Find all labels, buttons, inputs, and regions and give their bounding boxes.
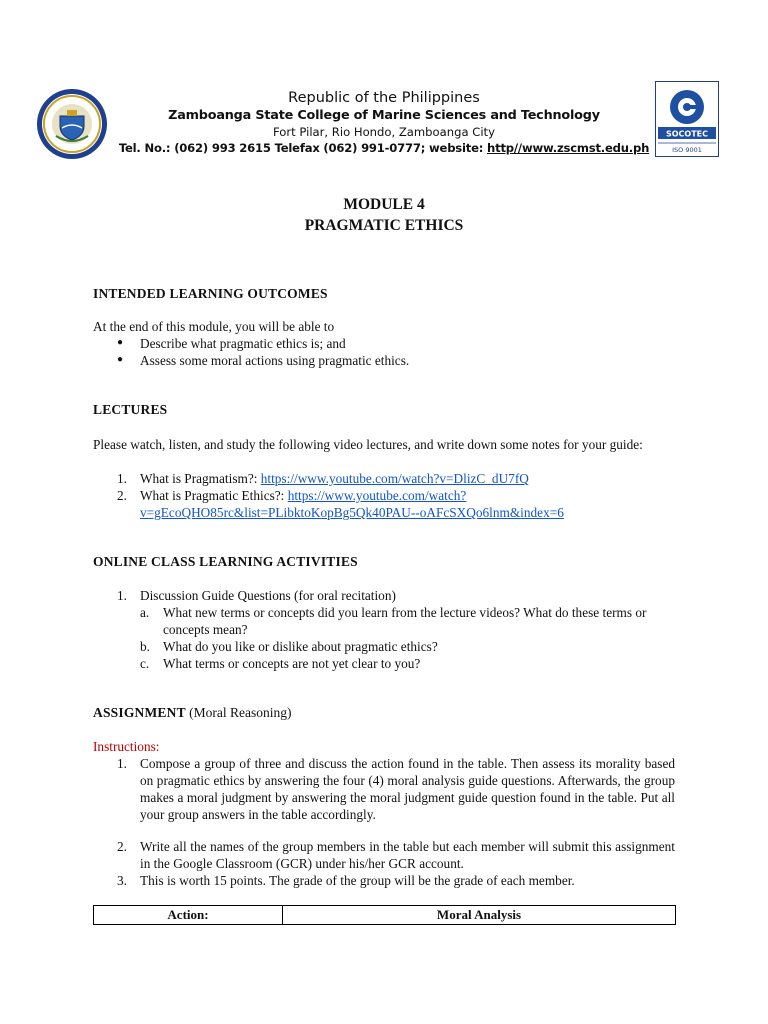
sub-letter: a. <box>140 605 150 620</box>
assignment-subtitle: (Moral Reasoning) <box>189 705 292 720</box>
instructions-label: Instructions: <box>93 739 160 754</box>
question-item: What do you like or dislike about pragmatic ethics? <box>163 639 438 654</box>
iso-cert: ISO 9001 <box>672 146 702 154</box>
lecture-item <box>140 487 675 521</box>
lecture-link-pragmatic-ethics-cont[interactable]: v=gEcoQHO85rc&list=PLibktoKopBg5Qk40PAU--oAFcSXQo6lnm&index=6 <box>140 505 564 520</box>
lecture-link-pragmatism[interactable]: https://www.youtube.com/watch?v=DlizC_dU7fQ <box>260 471 529 486</box>
letterhead <box>0 78 768 168</box>
contact-prefix: Tel. No.: (062) 993 2615 Telefax (062) 991-0777; website: <box>118 141 488 155</box>
lecture-label: What is Pragmatism?: <box>140 471 261 486</box>
list-number: 3. <box>117 873 127 888</box>
activity-item: Discussion Guide Questions (for oral recitation) <box>140 588 396 603</box>
list-number: 1. <box>117 756 127 771</box>
question-item: What terms or concepts are not yet clear to you? <box>163 656 421 671</box>
instruction-item: Write all the names of the group members in the table but each member will submit this assignment in the Google Classroom (GCR) under his/her GCR account. <box>140 839 675 871</box>
lectures-heading: LECTURES <box>93 402 168 417</box>
list-number: 1. <box>117 588 127 603</box>
college-name: Zamboanga State College of Marine Sciences and Technology <box>168 108 600 123</box>
bullet-icon: ● <box>117 354 124 365</box>
moral-analysis-table <box>93 905 676 925</box>
lecture-link-pragmatic-ethics[interactable]: https://www.youtube.com/watch? <box>287 488 467 503</box>
outcome-item: Assess some moral actions using pragmatic ethics. <box>140 353 410 368</box>
instruction-item: This is worth 15 points. The grade of the group will be the grade of each member. <box>140 873 575 888</box>
outcomes-heading: INTENDED LEARNING OUTCOMES <box>93 286 328 301</box>
list-number: 2. <box>117 839 127 854</box>
college-address: Fort Pilar, Rio Hondo, Zamboanga City <box>273 125 495 139</box>
contact-line <box>0 141 768 155</box>
iso-certification-badge <box>655 81 719 157</box>
activities-heading: ONLINE CLASS LEARNING ACTIVITIES <box>93 554 358 569</box>
instruction-item: Compose a group of three and discuss the action found in the table. Then assess its morality based on pragmatic ethics by answering the four (4) moral analysis guide questions. Afterwards, the group makes a moral judgment by answering the moral judgment guide question found in the table. Put all your group answers in the table accordingly. <box>140 756 675 822</box>
assignment-title: ASSIGNMENT <box>93 705 186 720</box>
sub-letter: c. <box>140 656 150 671</box>
iso-badge-icon <box>655 81 719 157</box>
iso-brand: SOCOTEC <box>665 129 709 139</box>
table-header-moral-analysis: Moral Analysis <box>283 906 676 925</box>
lecture-item <box>140 470 675 487</box>
outcomes-intro: At the end of this module, you will be able to <box>93 319 335 334</box>
assignment-heading <box>93 705 291 721</box>
website-link[interactable]: http//www.zscmst.edu.ph <box>487 141 650 155</box>
outcome-item: Describe what pragmatic ethics is; and <box>140 336 346 351</box>
module-number: MODULE 4 <box>343 196 425 213</box>
list-number: 1. <box>117 471 127 486</box>
republic-line: Republic of the Philippines <box>288 90 480 106</box>
table-header-action: Action: <box>94 906 283 925</box>
sub-letter: b. <box>140 639 150 654</box>
lecture-label: What is Pragmatic Ethics?: <box>140 488 288 503</box>
lectures-intro: Please watch, listen, and study the following video lectures, and write down some notes for your guide: <box>93 437 643 452</box>
table-row <box>94 906 676 925</box>
module-title: PRAGMATIC ETHICS <box>304 217 464 234</box>
question-item: What new terms or concepts did you learn from the lecture videos? What do these terms or concepts mean? <box>163 605 647 637</box>
bullet-icon: ● <box>117 337 124 348</box>
list-number: 2. <box>117 488 127 503</box>
